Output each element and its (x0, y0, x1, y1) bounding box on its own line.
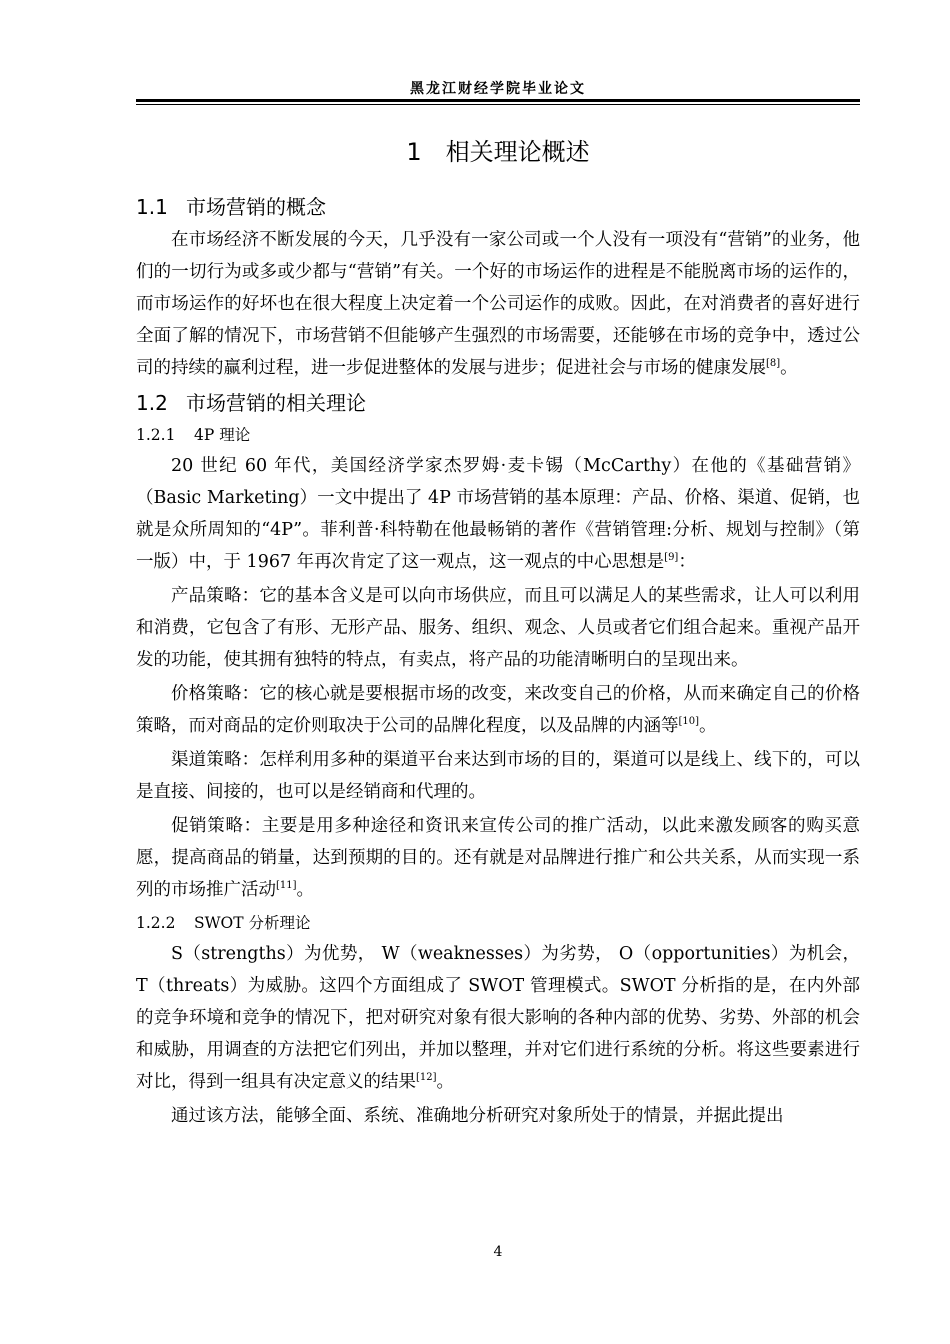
subsection-heading-1-2-1: 1.2.1 4P 理论 (136, 426, 251, 444)
paragraph: 渠道策略：怎样利用多种的渠道平台来达到市场的目的，渠道可以是线上、线下的，可以是直接、间接的，也可以是经销商和代理的。 (136, 750, 860, 802)
chapter-title (136, 134, 860, 170)
page-number: 4 (493, 1244, 503, 1260)
citation: [9] (664, 552, 679, 564)
header-rule-thick (136, 99, 860, 102)
subsection-heading-1-2-2: 1.2.2 SWOT 分析理论 (136, 914, 311, 932)
paragraph: 在市场经济不断发展的今天，几乎没有一家公司或一个人没有一项没有“营销”的业务，他们的一切行为或多或少都与“营销”有关。一个好的市场运作的进程是不能脱离市场的运作的，而市场运作的好坏也在很大程度上决定着一个公司运作的成败。因此，在对消费者的喜好进行全面了解的情况下，市场营销不但能够产生强烈的市场需要，还能够在市场的竞争中，透过公司的持续的赢利过程，进一步促进整体的发展与进步；促进社会与市场的健康发展[8]。 (136, 230, 860, 378)
paragraph: 促销策略：主要是用多种途径和资讯来宣传公司的推广活动，以此来激发顾客的购买意愿，提高商品的销量，达到预期的目的。还有就是对品牌进行推广和公共关系，从而实现一系列的市场推广活动[11]。 (136, 816, 860, 900)
citation: [8] (766, 358, 781, 370)
section-heading-1-1: 1.1 市场营销的概念 (136, 195, 326, 219)
header-rule-thin (136, 104, 860, 105)
paragraph: 价格策略：它的核心就是要根据市场的改变，来改变自己的价格，从而来确定自己的价格策略，而对商品的定价则取决于公司的品牌化程度，以及品牌的内涵等[10]。 (136, 684, 860, 736)
section-heading-1-2: 1.2 市场营销的相关理论 (136, 391, 366, 415)
citation: [12] (416, 1072, 437, 1084)
chapter-number: 1 (406, 138, 422, 166)
chapter-title-text: 相关理论概述 (445, 138, 590, 166)
page-body (136, 130, 860, 1134)
running-header: 黑龙江财经学院毕业论文 (410, 81, 586, 97)
paragraph: 产品策略：它的基本含义是可以向市场供应，而且可以满足人的某些需求，让人可以利用和消费，它包含了有形、无形产品、服务、组织、观念、人员或者它们组合起来。重视产品开发的功能，使其拥有独特的特点，有卖点，将产品的功能清晰明白的呈现出来。 (136, 586, 860, 670)
paragraph: 20 世纪 60 年代，美国经济学家杰罗姆·麦卡锡（McCarthy）在他的《基础营销》（Basic Marketing）一文中提出了 4P 市场营销的基本原理：产品、价格、渠道、促销，也就是众所周知的“4P”。菲利普·科特勒在他最畅销的著作《营销管理:分析、规划与控制》（第一版）中，于 1967 年再次肯定了这一观点，这一观点的中心思想是[9]： (136, 456, 860, 572)
citation: [10] (678, 716, 700, 728)
paragraph: S（strengths）为优势， W（weaknesses）为劣势， O（opportunities）为机会， T（threats）为威胁。这四个方面组成了 SWOT 管理模式。SWOT 分析指的是，在内外部的竞争环境和竞争的情况下，把对研究对象有很大影响的各种内部的优势、劣势、外部的机会和威胁，用调查的方法把它们列出，并加以整理，并对它们进行系统的分析。将这些要素进行对比，得到一组具有决定意义的结果[12]。 (136, 944, 860, 1092)
citation: [11] (276, 880, 297, 892)
paragraph: 通过该方法，能够全面、系统、准确地分析研究对象所处于的情景，并据此提出 (171, 1106, 784, 1126)
